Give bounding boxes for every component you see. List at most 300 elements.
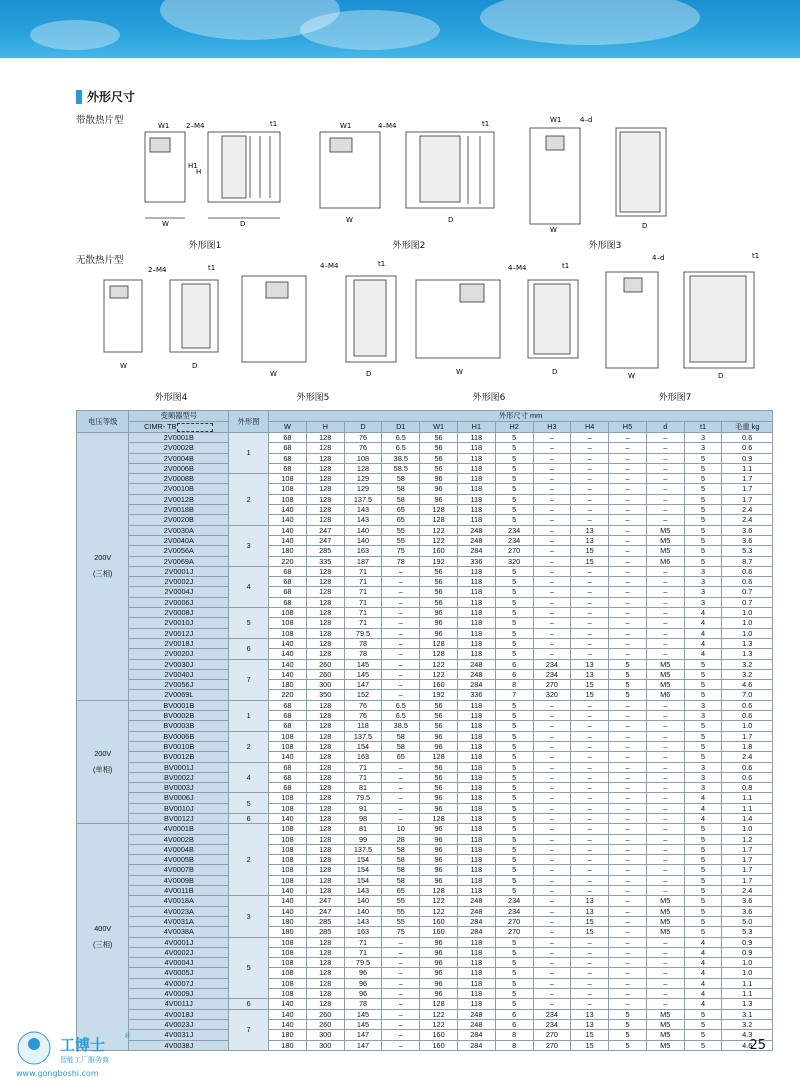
value-cell: 108: [344, 453, 382, 463]
dim-w1: W1: [550, 116, 562, 124]
value-cell: –: [646, 515, 684, 525]
value-cell: 7.0: [722, 690, 773, 700]
value-cell: –: [382, 772, 420, 782]
value-cell: 220: [269, 556, 307, 566]
table-row: [77, 1030, 773, 1040]
dim-w: W: [270, 370, 277, 378]
value-cell: 1.1: [722, 978, 773, 988]
value-cell: –: [533, 577, 571, 587]
value-cell: –: [571, 937, 609, 947]
value-cell: –: [609, 433, 647, 443]
value-cell: 128: [306, 474, 344, 484]
table-row: [77, 535, 773, 545]
value-cell: 5: [495, 783, 533, 793]
value-cell: –: [609, 597, 647, 607]
value-cell: –: [609, 453, 647, 463]
value-cell: 118: [457, 649, 495, 659]
model-cell: 2V0020B: [129, 515, 229, 525]
value-cell: 128: [306, 813, 344, 823]
value-cell: –: [609, 793, 647, 803]
value-cell: 56: [420, 566, 458, 576]
value-cell: 143: [344, 505, 382, 515]
value-cell: 79.5: [344, 958, 382, 968]
value-cell: –: [571, 752, 609, 762]
value-cell: 5: [495, 597, 533, 607]
value-cell: –: [609, 618, 647, 628]
value-cell: –: [609, 958, 647, 968]
column-header: H2: [495, 422, 533, 433]
value-cell: 3: [684, 566, 722, 576]
model-cell: BV0012J: [129, 813, 229, 823]
value-cell: 56: [420, 783, 458, 793]
value-cell: 96: [420, 494, 458, 504]
value-cell: –: [646, 453, 684, 463]
table-row: [77, 916, 773, 926]
value-cell: 10: [382, 824, 420, 834]
value-cell: 15: [571, 690, 609, 700]
value-cell: –: [646, 433, 684, 443]
value-cell: 180: [269, 1030, 307, 1040]
value-cell: –: [609, 577, 647, 587]
value-cell: 4: [684, 958, 722, 968]
value-cell: 0.9: [722, 937, 773, 947]
value-cell: –: [646, 752, 684, 762]
value-cell: 4: [684, 968, 722, 978]
value-cell: 5: [495, 937, 533, 947]
value-cell: 220: [269, 690, 307, 700]
model-cell: 4V0002B: [129, 834, 229, 844]
model-cell: 2V0018J: [129, 638, 229, 648]
value-cell: 5: [495, 453, 533, 463]
value-cell: 270: [495, 916, 533, 926]
value-cell: –: [533, 608, 571, 618]
value-cell: –: [382, 587, 420, 597]
model-cell: 4V0038J: [129, 1040, 229, 1050]
figure-number: 7: [229, 659, 269, 700]
value-cell: 118: [457, 608, 495, 618]
model-cell: 2V0002B: [129, 443, 229, 453]
model-cell: BV0003J: [129, 783, 229, 793]
value-cell: 128: [420, 515, 458, 525]
value-cell: 5: [495, 958, 533, 968]
value-cell: –: [533, 927, 571, 937]
model-cell: 4V0011B: [129, 886, 229, 896]
value-cell: 8.7: [722, 556, 773, 566]
value-cell: 5: [684, 886, 722, 896]
value-cell: –: [533, 700, 571, 710]
value-cell: –: [646, 793, 684, 803]
value-cell: 137.5: [344, 731, 382, 741]
value-cell: 118: [457, 484, 495, 494]
value-cell: 5: [684, 680, 722, 690]
value-cell: 270: [533, 1040, 571, 1050]
outline-figure-6: [410, 260, 585, 380]
value-cell: 128: [306, 638, 344, 648]
value-cell: 68: [269, 772, 307, 782]
model-cell: 4V0009B: [129, 875, 229, 885]
value-cell: 128: [306, 824, 344, 834]
value-cell: 5: [684, 906, 722, 916]
value-cell: 285: [306, 546, 344, 556]
value-cell: 128: [306, 834, 344, 844]
value-cell: M5: [646, 525, 684, 535]
value-cell: 38.5: [382, 721, 420, 731]
value-cell: 118: [457, 618, 495, 628]
value-cell: 118: [457, 505, 495, 515]
dim-2m4: 2–M4: [186, 122, 205, 130]
value-cell: –: [571, 999, 609, 1009]
dim-w: W: [162, 220, 169, 228]
value-cell: –: [571, 875, 609, 885]
table-row: [77, 587, 773, 597]
value-cell: 15: [571, 927, 609, 937]
value-cell: 5: [684, 865, 722, 875]
dim-t1: t1: [208, 264, 216, 272]
dim-w1: W1: [340, 122, 352, 130]
value-cell: –: [533, 783, 571, 793]
value-cell: –: [609, 443, 647, 453]
value-cell: 5: [495, 978, 533, 988]
value-cell: –: [571, 813, 609, 823]
model-cell: 4V0001B: [129, 824, 229, 834]
value-cell: 5: [609, 669, 647, 679]
model-cell: 2V0006B: [129, 463, 229, 473]
value-cell: –: [609, 947, 647, 957]
column-header: D1: [382, 422, 420, 433]
value-cell: –: [609, 783, 647, 793]
dim-d: D: [718, 372, 724, 380]
value-cell: 78: [344, 638, 382, 648]
value-cell: –: [609, 721, 647, 731]
value-cell: 4: [684, 813, 722, 823]
value-cell: 65: [382, 752, 420, 762]
value-cell: –: [571, 762, 609, 772]
value-cell: –: [533, 947, 571, 957]
value-cell: –: [533, 793, 571, 803]
value-cell: 122: [420, 659, 458, 669]
value-cell: 248: [457, 535, 495, 545]
value-cell: 5: [684, 741, 722, 751]
value-cell: 5: [495, 618, 533, 628]
model-cell: 2V0006J: [129, 597, 229, 607]
value-cell: 118: [457, 731, 495, 741]
value-cell: 3.6: [722, 525, 773, 535]
value-cell: 5: [495, 989, 533, 999]
column-header: W: [269, 422, 307, 433]
model-cell: 2V0030J: [129, 659, 229, 669]
value-cell: 56: [420, 577, 458, 587]
value-cell: –: [533, 566, 571, 576]
value-cell: 68: [269, 443, 307, 453]
value-cell: M5: [646, 927, 684, 937]
with-heatsink-label: 带散热片型: [76, 115, 124, 126]
value-cell: –: [533, 834, 571, 844]
value-cell: –: [533, 741, 571, 751]
value-cell: 81: [344, 783, 382, 793]
value-cell: 118: [457, 813, 495, 823]
value-cell: 55: [382, 535, 420, 545]
value-cell: 140: [269, 752, 307, 762]
value-cell: 96: [420, 628, 458, 638]
value-cell: 108: [269, 484, 307, 494]
value-cell: –: [533, 556, 571, 566]
value-cell: –: [609, 927, 647, 937]
value-cell: –: [646, 803, 684, 813]
value-cell: 108: [269, 855, 307, 865]
value-cell: 285: [306, 916, 344, 926]
model-cell: 4V0005B: [129, 855, 229, 865]
value-cell: 78: [382, 556, 420, 566]
value-cell: 118: [457, 958, 495, 968]
logo-subtitle: 智能工厂服务商: [60, 1056, 109, 1064]
value-cell: 96: [420, 968, 458, 978]
value-cell: 5: [609, 659, 647, 669]
value-cell: 118: [457, 638, 495, 648]
value-cell: –: [571, 834, 609, 844]
value-cell: 5: [684, 669, 722, 679]
value-cell: 128: [306, 597, 344, 607]
model-cell: BV0002J: [129, 772, 229, 782]
dim-h: H: [196, 168, 202, 176]
value-cell: 58: [382, 494, 420, 504]
value-cell: 128: [306, 978, 344, 988]
value-cell: –: [609, 824, 647, 834]
value-cell: 128: [306, 958, 344, 968]
value-cell: 96: [420, 947, 458, 957]
value-cell: –: [609, 566, 647, 576]
value-cell: 5: [684, 834, 722, 844]
value-cell: –: [382, 1009, 420, 1019]
table-row: [77, 566, 773, 576]
value-cell: –: [609, 844, 647, 854]
value-cell: 118: [457, 741, 495, 751]
value-cell: 118: [457, 577, 495, 587]
value-cell: –: [646, 937, 684, 947]
value-cell: 128: [420, 886, 458, 896]
model-cell: 2V0018B: [129, 505, 229, 515]
value-cell: 140: [269, 659, 307, 669]
value-cell: 5: [684, 494, 722, 504]
table-row: [77, 638, 773, 648]
table-row: [77, 546, 773, 556]
model-cell: 2V0008J: [129, 608, 229, 618]
value-cell: 56: [420, 772, 458, 782]
value-cell: –: [646, 958, 684, 968]
value-cell: 128: [306, 752, 344, 762]
value-cell: M5: [646, 1040, 684, 1050]
value-cell: 128: [306, 608, 344, 618]
value-cell: 140: [269, 669, 307, 679]
value-cell: 55: [382, 896, 420, 906]
table-row: [77, 433, 773, 443]
value-cell: 247: [306, 535, 344, 545]
table-row: [77, 886, 773, 896]
value-cell: 56: [420, 597, 458, 607]
value-cell: 5: [684, 556, 722, 566]
value-cell: 128: [306, 731, 344, 741]
model-cell: 2V0008B: [129, 474, 229, 484]
value-cell: –: [646, 505, 684, 515]
value-cell: –: [533, 453, 571, 463]
value-cell: 122: [420, 1009, 458, 1019]
value-cell: –: [533, 731, 571, 741]
value-cell: 128: [306, 494, 344, 504]
value-cell: 55: [382, 916, 420, 926]
value-cell: 128: [306, 762, 344, 772]
value-cell: 1.0: [722, 958, 773, 968]
dim-d: D: [448, 216, 454, 224]
table-row: [77, 855, 773, 865]
value-cell: M5: [646, 535, 684, 545]
model-cell: 2V0001J: [129, 566, 229, 576]
model-cell: BV0003B: [129, 721, 229, 731]
voltage-class: 200V (三相): [77, 433, 129, 701]
value-cell: 1.7: [722, 494, 773, 504]
dim-d: D: [240, 220, 246, 228]
table-row: [77, 906, 773, 916]
value-cell: 5: [495, 505, 533, 515]
value-cell: 96: [420, 978, 458, 988]
value-cell: –: [533, 546, 571, 556]
value-cell: 118: [457, 937, 495, 947]
value-cell: 154: [344, 875, 382, 885]
dim-d: D: [552, 368, 558, 376]
value-cell: 0.8: [722, 783, 773, 793]
dim-4d: 4–d: [652, 254, 665, 262]
table-row: [77, 741, 773, 751]
value-cell: –: [533, 463, 571, 473]
value-cell: 128: [420, 999, 458, 1009]
value-cell: 163: [344, 927, 382, 937]
column-header: D: [344, 422, 382, 433]
value-cell: 4.6: [722, 1040, 773, 1050]
value-cell: 5: [495, 741, 533, 751]
value-cell: 71: [344, 947, 382, 957]
value-cell: M6: [646, 556, 684, 566]
value-cell: 15: [571, 680, 609, 690]
value-cell: 5: [684, 721, 722, 731]
figure-number: 6: [229, 999, 269, 1009]
value-cell: –: [533, 515, 571, 525]
caption-fig2: 外形图2: [392, 241, 426, 251]
table-row: [77, 505, 773, 515]
value-cell: 108: [269, 628, 307, 638]
value-cell: –: [533, 525, 571, 535]
figure-number: 2: [229, 824, 269, 896]
value-cell: 192: [420, 556, 458, 566]
value-cell: 65: [382, 505, 420, 515]
model-cell: BV0012B: [129, 752, 229, 762]
value-cell: 128: [306, 433, 344, 443]
value-cell: –: [646, 443, 684, 453]
value-cell: 5: [684, 463, 722, 473]
value-cell: 5.0: [722, 916, 773, 926]
column-header: t1: [684, 422, 722, 433]
value-cell: 5: [495, 433, 533, 443]
value-cell: 108: [269, 793, 307, 803]
value-cell: –: [533, 587, 571, 597]
model-cell: 2V0020J: [129, 649, 229, 659]
table-row: [77, 577, 773, 587]
value-cell: 3.6: [722, 535, 773, 545]
value-cell: 129: [344, 484, 382, 494]
value-cell: 56: [420, 711, 458, 721]
value-cell: 71: [344, 587, 382, 597]
table-row: [77, 618, 773, 628]
value-cell: 1.4: [722, 813, 773, 823]
dim-w: W: [346, 216, 353, 224]
value-cell: 5: [684, 690, 722, 700]
logo-text: 工博士: [60, 1036, 106, 1054]
value-cell: –: [533, 886, 571, 896]
model-cell: 2V0010J: [129, 618, 229, 628]
value-cell: 5: [684, 1030, 722, 1040]
value-cell: –: [571, 515, 609, 525]
value-cell: 3: [684, 433, 722, 443]
value-cell: –: [646, 741, 684, 751]
value-cell: 118: [457, 865, 495, 875]
value-cell: 5: [684, 855, 722, 865]
value-cell: 335: [306, 556, 344, 566]
value-cell: 79.5: [344, 628, 382, 638]
model-cell: 4V0007J: [129, 978, 229, 988]
value-cell: 108: [269, 865, 307, 875]
value-cell: 71: [344, 937, 382, 947]
value-cell: 6.5: [382, 700, 420, 710]
value-cell: –: [382, 999, 420, 1009]
value-cell: –: [571, 638, 609, 648]
value-cell: 96: [420, 793, 458, 803]
value-cell: –: [609, 875, 647, 885]
value-cell: 1.7: [722, 855, 773, 865]
value-cell: –: [646, 772, 684, 782]
value-cell: 68: [269, 566, 307, 576]
value-cell: 118: [457, 566, 495, 576]
value-cell: 284: [457, 927, 495, 937]
value-cell: –: [382, 762, 420, 772]
value-cell: 0.7: [722, 597, 773, 607]
value-cell: –: [533, 989, 571, 999]
value-cell: 108: [269, 968, 307, 978]
value-cell: 137.5: [344, 494, 382, 504]
value-cell: –: [382, 659, 420, 669]
value-cell: 143: [344, 886, 382, 896]
value-cell: 1.0: [722, 968, 773, 978]
value-cell: –: [571, 947, 609, 957]
value-cell: –: [609, 989, 647, 999]
value-cell: 96: [420, 834, 458, 844]
model-cell: 4V0002J: [129, 947, 229, 957]
value-cell: 5: [495, 638, 533, 648]
value-cell: –: [609, 855, 647, 865]
model-cell: 2V0069L: [129, 690, 229, 700]
model-cell: BV0002B: [129, 711, 229, 721]
value-cell: –: [571, 855, 609, 865]
value-cell: 13: [571, 906, 609, 916]
outline-figure-2: [318, 118, 498, 228]
value-cell: 4.6: [722, 680, 773, 690]
value-cell: –: [609, 741, 647, 751]
value-cell: 1.7: [722, 474, 773, 484]
value-cell: 163: [344, 752, 382, 762]
dim-d: D: [192, 362, 198, 370]
dim-w: W: [120, 362, 127, 370]
value-cell: –: [609, 505, 647, 515]
model-cell: 4V0007B: [129, 865, 229, 875]
value-cell: 71: [344, 618, 382, 628]
value-cell: 55: [382, 906, 420, 916]
value-cell: –: [646, 577, 684, 587]
